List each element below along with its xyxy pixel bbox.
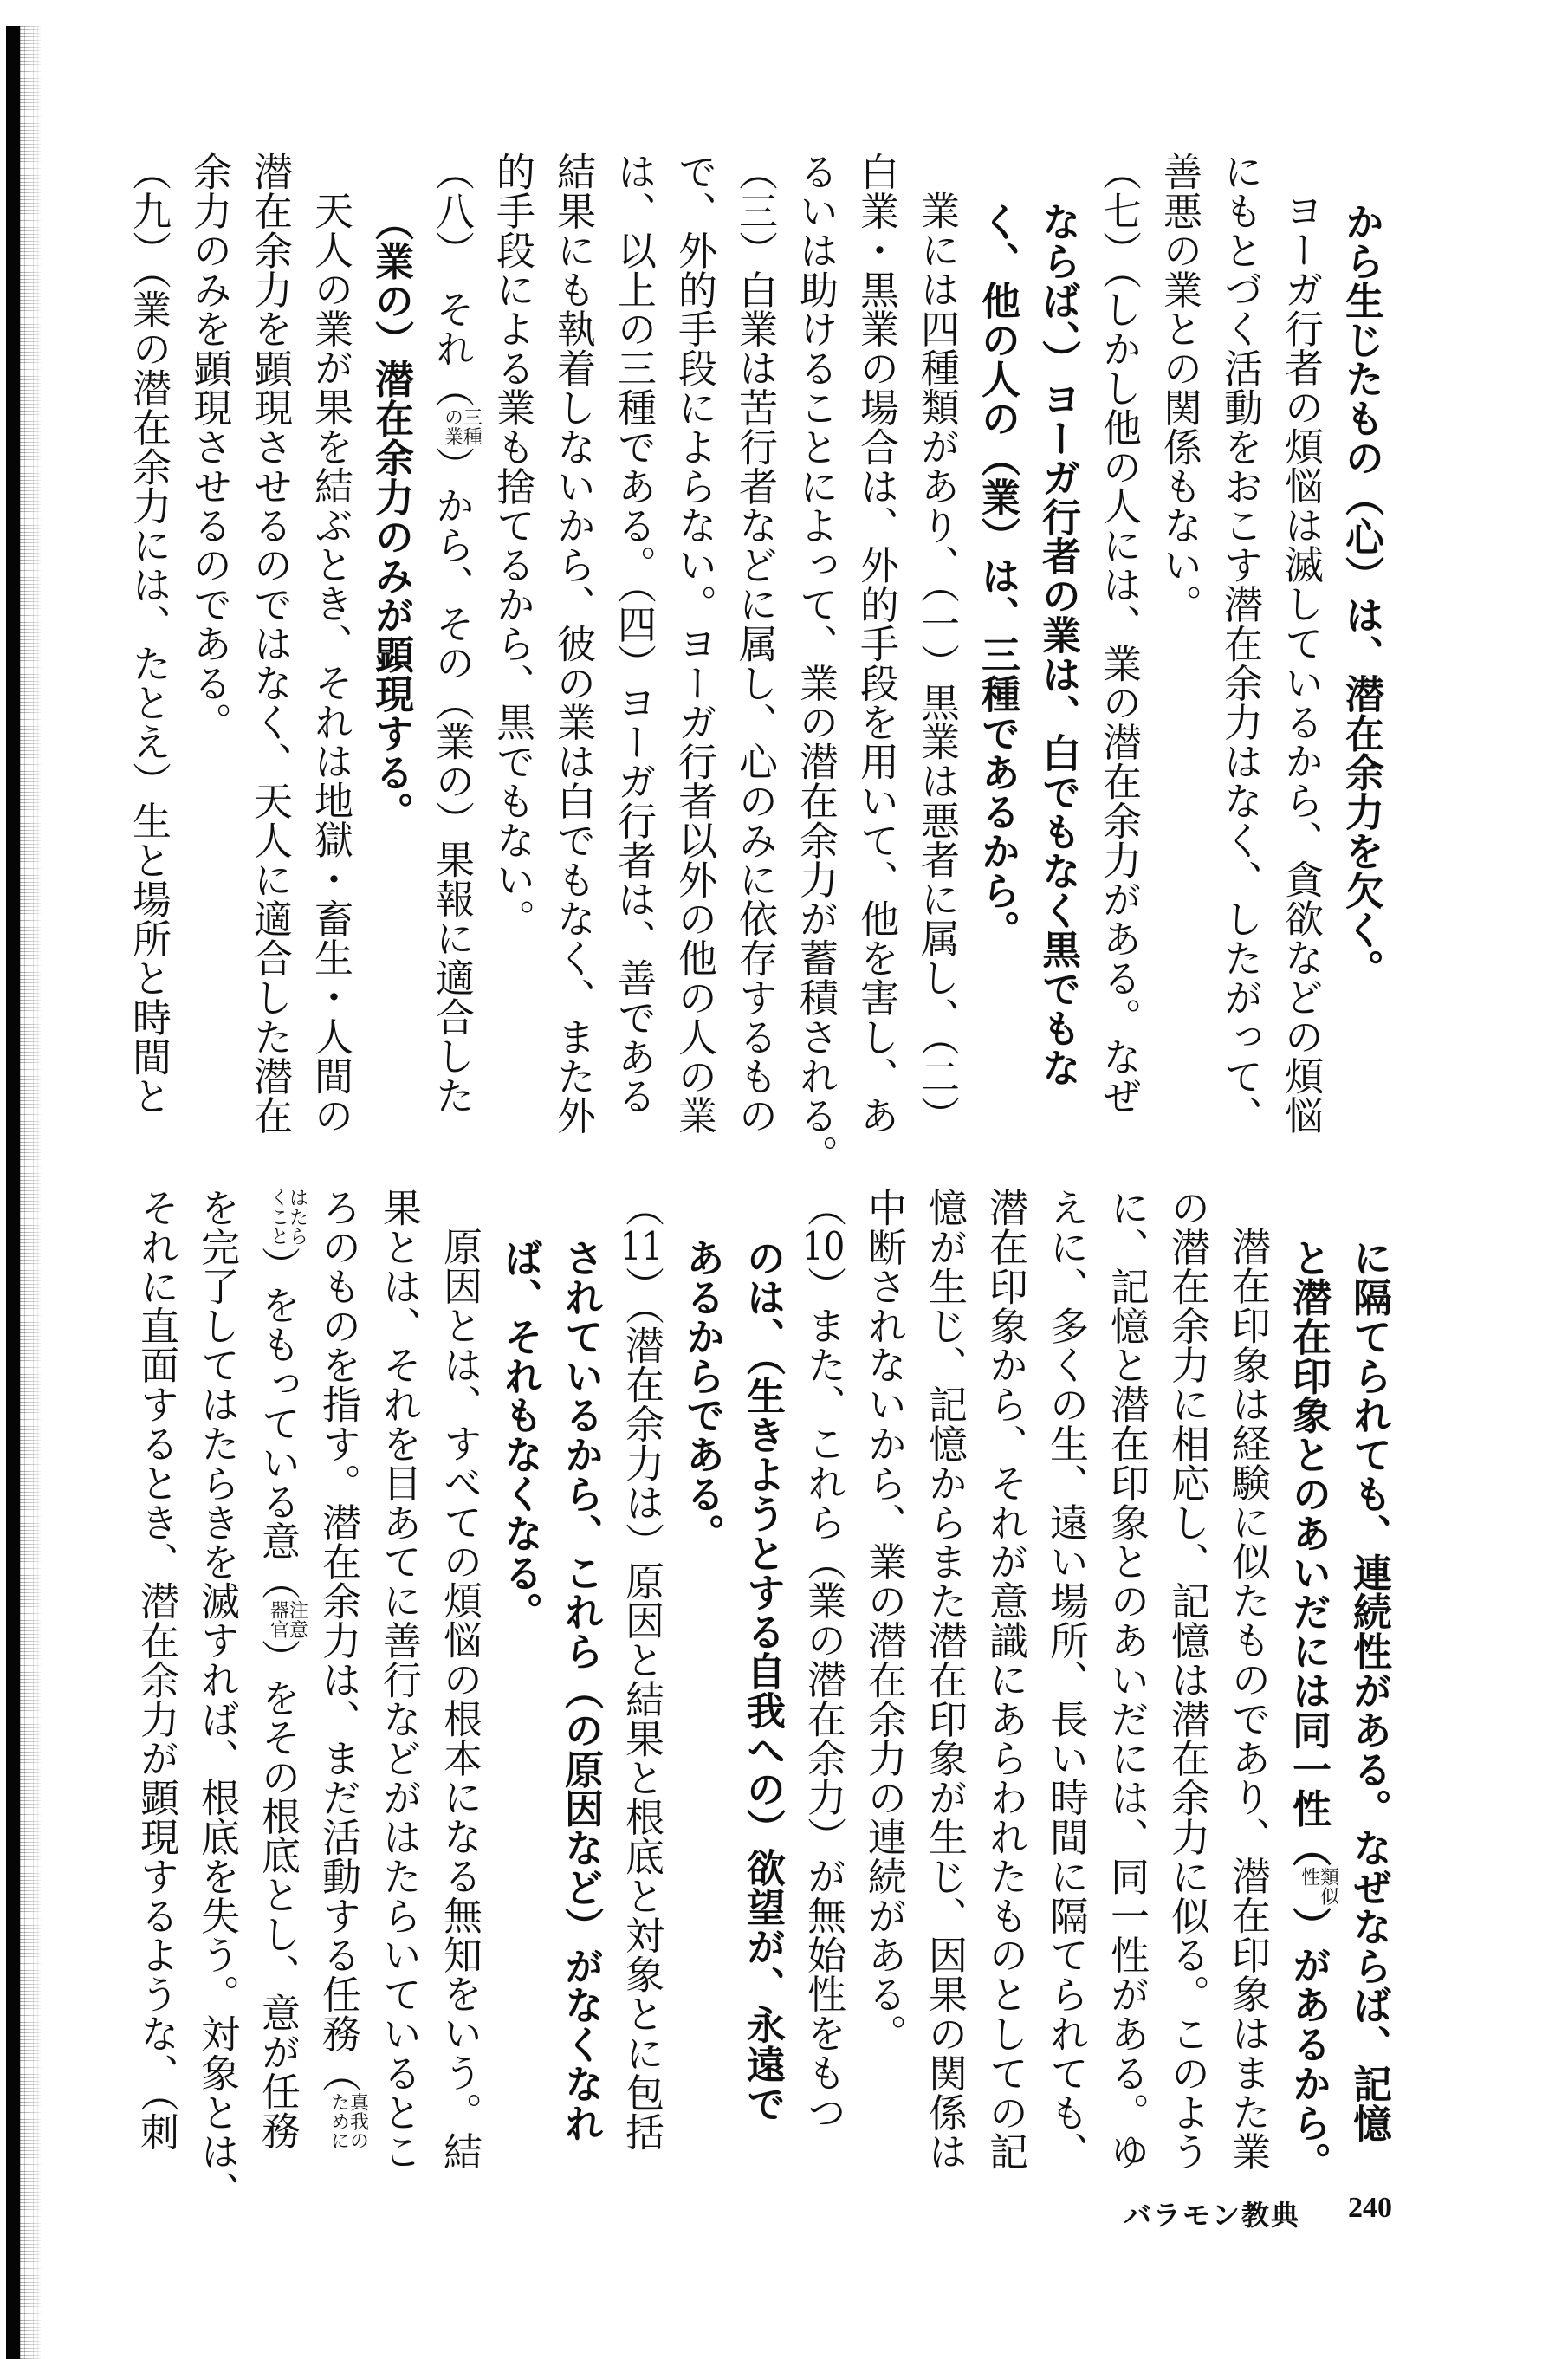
text-run: ）また、これら（業の潜在余力）が無始性をもつ [800,1266,846,2132]
text-run: （七）（しかし他の人には、業の潜在余力がある。なぜ [1096,152,1142,1116]
upper-text-block [118,152,1391,1175]
text-run: は、以上の三種である。（四）ヨーガ行者は、善である [611,152,657,1116]
annotation-line: 真我の [347,2092,369,2151]
text-column [724,152,785,1157]
text-column [178,152,239,1157]
text-column [1027,152,1088,1157]
text-run: 白業・黒業の場合は、外的手段を用いて、他を害し、あ [853,152,899,1135]
text-column [611,1188,671,2193]
text-run: ）から、その（業の）果報に適合した [429,446,475,1115]
text-run: （八） それ（ [429,152,475,408]
annotation-line: 類似 [1317,1867,1339,1907]
text-column [785,152,846,1175]
text-run: 善悪の業との関係もない。 [1157,152,1202,624]
text-column [603,152,664,1157]
text-column [906,152,967,1157]
page-number: 240 [1348,2192,1392,2224]
text-column [421,152,482,1157]
text-run: に隔てられても、連続性がある。なぜならば、記憶 [1346,1238,1392,2143]
inline-annotation [1299,1867,1338,1906]
text-run: （ [619,1188,664,1228]
text-column [671,1188,732,2193]
text-run: のは、（生きようとする自我への）欲望が、永遠で [740,1238,786,2123]
annotation-line: 性 [1298,1867,1320,1887]
text-run: あるからである。 [679,1238,725,1553]
text-run: ）（潜在余力は）原因と結果と根底と対象とに包括 [619,1266,664,2152]
text-run: ならば、）ヨーガ行者の業は、白でもなく黒でもな [1035,202,1081,1087]
text-run: から生じたもの（心）は、潜在余力を欠く。 [1338,202,1384,988]
section-number: 10 [801,1227,846,1267]
text-column [853,1188,914,2193]
annotation-line: ために [327,2092,350,2151]
text-run: 憶が生じ、記憶からまた潜在印象が生じ、因果の関係は [922,1188,968,2171]
text-run: それに直面するとき、潜在余力が顕現するような、（刺 [133,1188,179,2152]
text-run: に、記憶と潜在印象とのあいだには、同一性がある。ゆ [1104,1188,1150,2171]
text-run: ば、それもなくなる。 [497,1238,543,1631]
text-run: 天人の業が果を結ぶとき、それは地獄・畜生・人間の [308,191,353,1135]
text-run: えに、多くの生、遠い場所、長い時間に隔てられても、 [1043,1188,1089,2171]
annotation-line: 三種 [460,407,483,447]
text-run: るいは助けることによって、業の潜在余力が蓄積される。 [793,152,839,1175]
text-run: にもとづく活動をおこす潜在余力はなく、したがって、 [1217,152,1263,1135]
text-column [239,152,300,1157]
text-column [186,1188,247,2211]
inline-annotation [269,1188,307,1246]
text-column [300,152,360,1157]
annotation-line: の業 [441,407,463,447]
text-run: （三）白業は苦行者などに属し、心のみに依存するもの [732,152,778,1135]
text-run: の潜在余力に相応し、記憶は潜在余力に似る。このよう [1164,1188,1210,2171]
text-column [550,1188,611,2193]
text-column [247,1188,308,2193]
text-run: で、外的手段によらない。ヨーガ行者以外の他の人の業 [671,152,717,1135]
text-column [360,152,421,1157]
annotation-line: 器官 [267,1599,289,1639]
text-column [1217,1188,1278,2193]
text-column [664,152,724,1157]
text-column [914,1188,975,2193]
text-column [846,152,906,1157]
text-column [1270,152,1331,1157]
text-run: ヨーガ行者の煩悩は滅しているから、貪欲などの煩悩 [1278,191,1324,1135]
text-run: 的手段による業も捨てるから、黒でもない。 [489,152,535,938]
text-column [1096,1188,1157,2193]
text-column [429,1188,489,2193]
text-run: 潜在印象から、それが意識にあらわれたものとしての記 [982,1188,1028,2171]
text-column [967,152,1027,1157]
text-run: ）があるから。 [1286,1906,1332,2182]
text-column [489,1188,550,2193]
text-column [1331,152,1391,1157]
text-column [1157,1188,1217,2193]
scan-shadow-edge [6,26,20,2359]
section-number: 11 [619,1227,664,1267]
text-run: く、他の人の（業）は、三種であるから。 [975,202,1020,949]
text-run: 業には四種類があり、（一）黒業は悪者に属し、（二） [914,191,960,1135]
scan-shadow-stipple [20,26,41,2359]
text-column [126,1188,186,2193]
inline-annotation [329,2092,367,2150]
inline-annotation [443,407,481,446]
text-column [1149,152,1209,1157]
annotation-line: くこと [267,1188,289,1247]
text-run: を完了してはたらきを滅すれば、根底を失う。対象とは、 [194,1188,240,2211]
text-column [1035,1188,1096,2193]
text-run: （九）（業の潜在余力には、たとえ）生と場所と時間と [126,152,172,1116]
text-column [732,1188,793,2193]
text-column [1338,1188,1399,2193]
text-run: （業の）潜在余力のみが顕現する。 [368,202,414,832]
text-run: ）をその根底とし、意が任務 [255,1638,301,2150]
text-run: 中断されないから、業の潜在余力の連続がある。 [861,1188,907,2053]
text-run: 潜在余力を顕現させるのではなく、天人に適合した潜在 [247,152,293,1135]
text-column [542,152,603,1157]
text-run: ろのものを指す。潜在余力は、まだ活動する任務（ [315,1188,361,2093]
running-footer-title: バラモン教典 [1124,2199,1301,2232]
text-column [308,1188,368,2193]
text-run: 結果にも執着しないから、彼の業は白でもなく、また外 [550,152,596,1135]
text-column [793,1188,853,2193]
text-run: （ [800,1188,846,1228]
inline-annotation [269,1600,307,1639]
text-column [1088,152,1149,1157]
text-column [482,152,542,1157]
text-run: 原因とは、すべての煩悩の根本になる無知をいう。結 [437,1227,483,2171]
text-column [1278,1188,1338,2193]
text-run: と潜在印象とのあいだには同一性（ [1286,1238,1332,1868]
text-run: 果とは、それを目あてに善行などがはたらいているとこ [376,1188,422,2171]
text-column [118,152,178,1157]
text-run: ）をもっている意（ [255,1246,301,1600]
text-run: 潜在印象は経験に似たものであり、潜在印象はまた業 [1225,1227,1271,2171]
text-run: 余力のみを顕現させるのである。 [186,152,232,742]
annotation-line: はたら [286,1188,308,1247]
text-run: されているから、これら（の原因など）がなくなれ [558,1238,604,2143]
text-column [1209,152,1270,1157]
text-column [975,1188,1035,2193]
annotation-line: 注意 [286,1599,308,1639]
text-column [368,1188,429,2193]
